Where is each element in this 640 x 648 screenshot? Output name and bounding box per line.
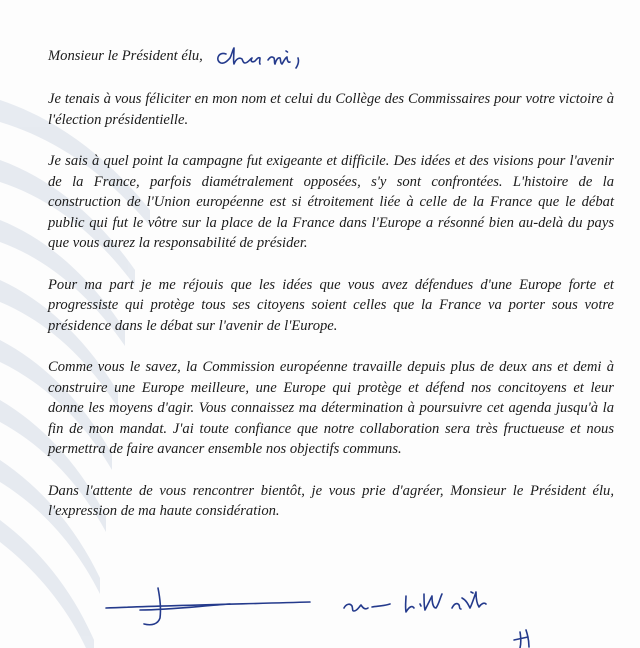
salutation: Monsieur le Président élu, xyxy=(48,48,203,64)
paragraph-commission-work: Comme vous le savez, la Commission européenne travaille depuis plus de deux ans et demi à construire une Europe meilleure, une Europe qui protège et défend nos concitoyens et leur donne les moyens d'agir. Vous connaissez ma détermination à poursuivre cet agenda jusqu'à la fin de mon mandat. J'ai toute confiance que notre collaboration sera très fructueuse et nous permettra de faire avancer ensemble nos objectifs communs. xyxy=(48,359,614,457)
paragraph-europe-ideas: Pour ma part je me réjouis que les idées que vous avez défendues d'une Europe forte et progressiste qui protège tous ses citoyens soient celles que la France va porter sous votre présidence dans le débat sur l'avenir de l'Europe. xyxy=(48,276,614,334)
paragraph-congratulations: Je tenais à vous féliciter en mon nom et celui du Collège des Commissaires pour votre victoire à l'élection présidentielle. xyxy=(48,91,614,128)
handwritten-greeting xyxy=(212,45,312,69)
paragraph-closing: Dans l'attente de vous rencontrer bientôt, je vous prie d'agréer, Monsieur le Président élu, l'expression de ma haute considération. xyxy=(48,482,614,519)
handwritten-signature-closing xyxy=(100,580,600,648)
salutation-line xyxy=(48,44,614,68)
letter-body xyxy=(48,44,614,543)
paragraph-campaign: Je sais à quel point la campagne fut exigeante et difficile. Des idées et des visions pour l'avenir de la France, parfois diamétralement opposées, s'y sont confrontées. L'histoire de la construction de l'Union européenne est si étroitement liée à celle de la France que le débat public qui fut le vôtre sur la place de la France dans l'Europe a résonné bien au-delà du pays que vous aurez la responsabilité de présider. xyxy=(48,153,614,251)
